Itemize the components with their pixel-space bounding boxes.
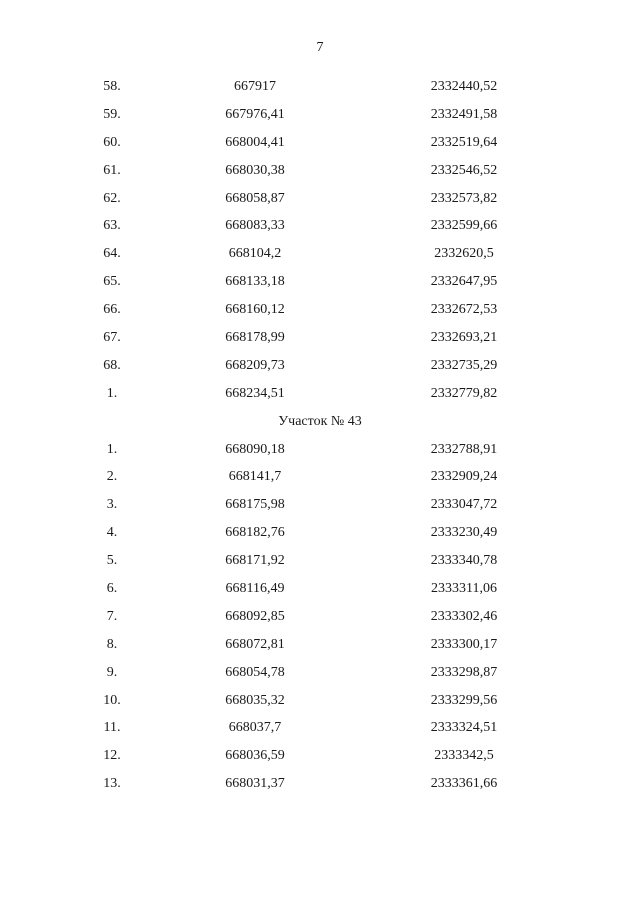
y-coordinate: 2332647,95 (430, 274, 498, 290)
table-row (0, 157, 640, 185)
coordinates-table (0, 73, 640, 798)
point-number: 2. (106, 469, 118, 485)
y-coordinate: 2333299,56 (430, 692, 498, 708)
table-row (0, 268, 640, 296)
y-coordinate: 2332909,24 (430, 469, 498, 485)
table-row (0, 380, 640, 408)
y-coordinate: 2333340,78 (430, 553, 498, 569)
x-coordinate: 668031,37 (225, 776, 285, 792)
x-coordinate: 668209,73 (225, 357, 285, 373)
point-number: 5. (106, 553, 118, 569)
section-heading: Участок № 43 (278, 413, 362, 429)
point-number: 1. (106, 385, 118, 401)
table-row (0, 212, 640, 240)
table-row (0, 352, 640, 380)
x-coordinate: 668182,76 (225, 525, 285, 541)
table-row (0, 491, 640, 519)
x-coordinate: 667917 (234, 79, 276, 94)
page-number: 7 (316, 40, 324, 55)
point-number: 58. (103, 79, 121, 94)
table-row (0, 436, 640, 464)
point-number: 64. (103, 246, 121, 262)
x-coordinate: 668234,51 (225, 385, 285, 401)
y-coordinate: 2332735,29 (430, 357, 498, 373)
x-coordinate: 668058,87 (225, 190, 285, 206)
table-row (0, 659, 640, 687)
table-row (0, 240, 640, 268)
table-row (0, 742, 640, 770)
point-number: 68. (103, 357, 121, 373)
table-row (0, 324, 640, 352)
table-row (0, 185, 640, 213)
x-coordinate: 668090,18 (225, 441, 285, 457)
x-coordinate: 668116,49 (225, 581, 285, 597)
table-row (0, 73, 640, 101)
point-number: 7. (106, 608, 118, 624)
x-coordinate: 668072,81 (225, 636, 285, 652)
y-coordinate: 2332620,5 (434, 246, 494, 262)
y-coordinate: 2332491,58 (430, 106, 498, 122)
y-coordinate: 2333047,72 (430, 497, 498, 513)
x-coordinate: 668054,78 (225, 664, 285, 680)
y-coordinate: 2333298,87 (430, 664, 498, 680)
point-number: 3. (106, 497, 118, 513)
table-row (0, 547, 640, 575)
table-row (0, 631, 640, 659)
y-coordinate: 2332519,64 (430, 134, 498, 150)
x-coordinate: 668178,99 (225, 330, 285, 346)
table-row (0, 687, 640, 715)
point-number: 10. (103, 692, 121, 708)
table-row (0, 296, 640, 324)
y-coordinate: 2333324,51 (430, 720, 498, 736)
y-coordinate: 2332573,82 (430, 190, 498, 206)
point-number: 59. (103, 106, 121, 122)
table-row (0, 101, 640, 129)
y-coordinate: 2333300,17 (430, 636, 498, 652)
x-coordinate: 668175,98 (225, 497, 285, 513)
table-row (0, 463, 640, 491)
x-coordinate: 668083,33 (225, 218, 285, 234)
point-number: 66. (103, 302, 121, 318)
y-coordinate: 2333361,66 (430, 776, 498, 792)
table-row (0, 519, 640, 547)
point-number: 6. (106, 581, 118, 597)
x-coordinate: 668035,32 (225, 692, 285, 708)
x-coordinate: 668092,85 (225, 608, 285, 624)
point-number: 61. (103, 162, 121, 178)
y-coordinate: 2333342,5 (434, 748, 494, 764)
x-coordinate: 668036,59 (225, 748, 285, 764)
point-number: 63. (103, 218, 121, 234)
point-number: 4. (106, 525, 118, 541)
point-number: 8. (106, 636, 118, 652)
y-coordinate: 2333230,49 (430, 525, 498, 541)
table-row (0, 129, 640, 157)
point-number: 13. (103, 776, 121, 792)
y-coordinate: 2333311,06 (431, 581, 497, 597)
x-coordinate: 668133,18 (225, 274, 285, 290)
y-coordinate: 2332599,66 (430, 218, 498, 234)
point-number: 1. (106, 441, 118, 457)
point-number: 12. (103, 748, 121, 764)
y-coordinate: 2333302,46 (430, 608, 498, 624)
x-coordinate: 667976,41 (225, 106, 285, 122)
y-coordinate: 2332440,52 (430, 79, 498, 94)
table-row (0, 575, 640, 603)
point-number: 60. (103, 134, 121, 150)
table-row (0, 770, 640, 798)
y-coordinate: 2332546,52 (430, 162, 498, 178)
table-row (0, 603, 640, 631)
x-coordinate: 668004,41 (225, 134, 285, 150)
coordinates-rows-after (0, 436, 640, 799)
x-coordinate: 668141,7 (228, 469, 282, 485)
coordinates-rows-before (0, 73, 640, 408)
point-number: 62. (103, 190, 121, 206)
point-number: 65. (103, 274, 121, 290)
point-number: 9. (106, 664, 118, 680)
y-coordinate: 2332693,21 (430, 330, 498, 346)
y-coordinate: 2332672,53 (430, 302, 498, 318)
y-coordinate: 2332779,82 (430, 385, 498, 401)
x-coordinate: 668037,7 (228, 720, 282, 736)
x-coordinate: 668104,2 (228, 246, 282, 262)
point-number: 67. (103, 330, 121, 346)
table-row (0, 714, 640, 742)
x-coordinate: 668171,92 (225, 553, 285, 569)
point-number: 11. (103, 720, 121, 736)
x-coordinate: 668160,12 (225, 302, 285, 318)
y-coordinate: 2332788,91 (430, 441, 498, 457)
x-coordinate: 668030,38 (225, 162, 285, 178)
